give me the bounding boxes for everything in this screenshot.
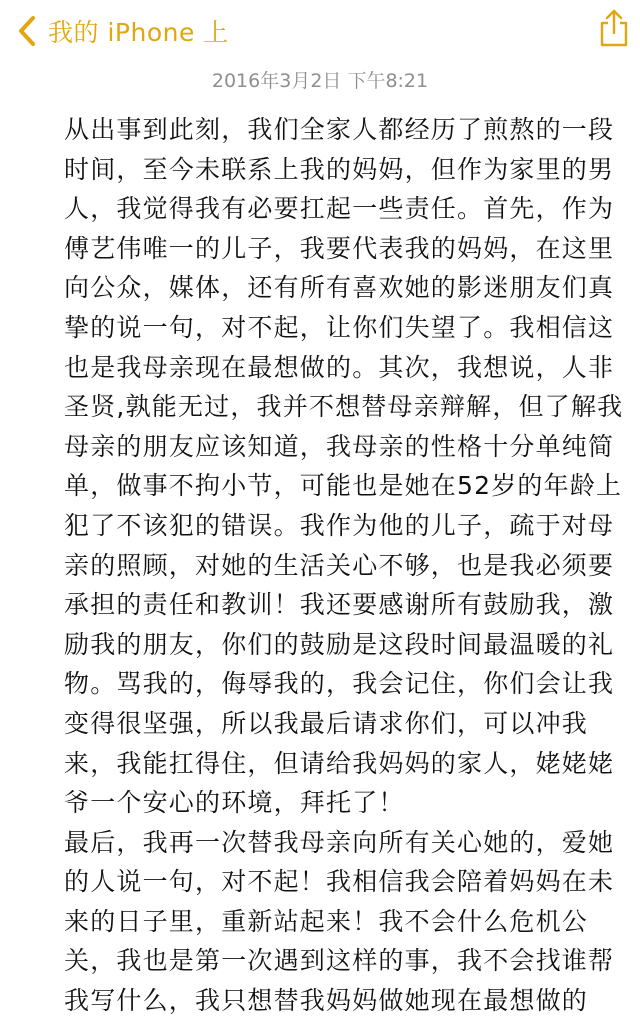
note-text-line: 变得很坚强，所以我最后请求你们，可以冲我: [64, 708, 589, 738]
note-paragraph: [64, 110, 640, 823]
note-timestamp: 2016年3月2日 下午8:21: [211, 70, 429, 92]
note-text-line: 人，我觉得我有必要扛起一些责任。首先，作为: [64, 194, 615, 224]
chevron-left-icon: [18, 15, 36, 47]
note-text-line: 犯了不该犯的错误。我作为他的儿子，疏于对母: [64, 510, 615, 540]
note-text-line: 亲的照顾，对她的生活关心不够，也是我必须要: [64, 550, 615, 580]
share-button[interactable]: [598, 8, 630, 48]
navigation-bar: [0, 0, 640, 62]
back-button-label: 我的 iPhone 上: [48, 18, 229, 47]
note-text-line: 挚的说一句，对不起，让你们失望了。我相信这: [64, 312, 615, 342]
note-text-line: 励我的朋友，你们的鼓励是这段时间最温暖的礼: [64, 629, 615, 659]
note-text-line: 物。骂我的，侮辱我的，我会记住，你们会让我: [64, 669, 615, 699]
note-body[interactable]: [64, 110, 640, 1021]
note-text-line: 的人说一句，对不起！我相信我会陪着妈妈在未: [64, 867, 615, 897]
note-text-line: 来的日子里，重新站起来！我不会什么危机公: [64, 906, 589, 936]
note-text-line: 也是我母亲现在最想做的。其次，我想说，人非: [64, 352, 615, 382]
note-text-line: 向公众，媒体，还有所有喜欢她的影迷朋友们真: [64, 273, 615, 303]
back-button[interactable]: [18, 10, 229, 52]
note-text-line: 母亲的朋友应该知道，我母亲的性格十分单纯简: [64, 431, 615, 461]
note-paragraph: [64, 823, 640, 1021]
note-text-line: 单，做事不拘小节，可能也是她在52岁的年龄上: [64, 471, 623, 501]
note-text-line: 爷一个安心的环境，拜托了！: [64, 788, 405, 818]
note-text-line: 傅艺伟唯一的儿子，我要代表我的妈妈，在这里: [64, 233, 615, 263]
note-text-line: 从出事到此刻，我们全家人都经历了煎熬的一段: [64, 115, 615, 144]
note-text-line: 关，我也是第一次遇到这样的事，我不会找谁帮: [64, 946, 615, 976]
note-text-line: 时间，至今未联系上我的妈妈，但作为家里的男: [64, 154, 615, 184]
note-text-line: 来，我能扛得住，但请给我妈妈的家人，姥姥姥: [64, 748, 615, 778]
note-text-line: 承担的责任和教训！我还要感谢所有鼓励我，激: [64, 590, 615, 620]
note-text-line: 我写什么，我只想替我妈妈做她现在最想做的: [64, 986, 589, 1016]
note-text-line: 圣贤,孰能无过，我并不想替母亲辩解，但了解我: [64, 392, 624, 422]
note-text-line: 最后，我再一次替我母亲向所有关心她的，爱她: [64, 827, 615, 857]
share-icon: [598, 8, 630, 48]
